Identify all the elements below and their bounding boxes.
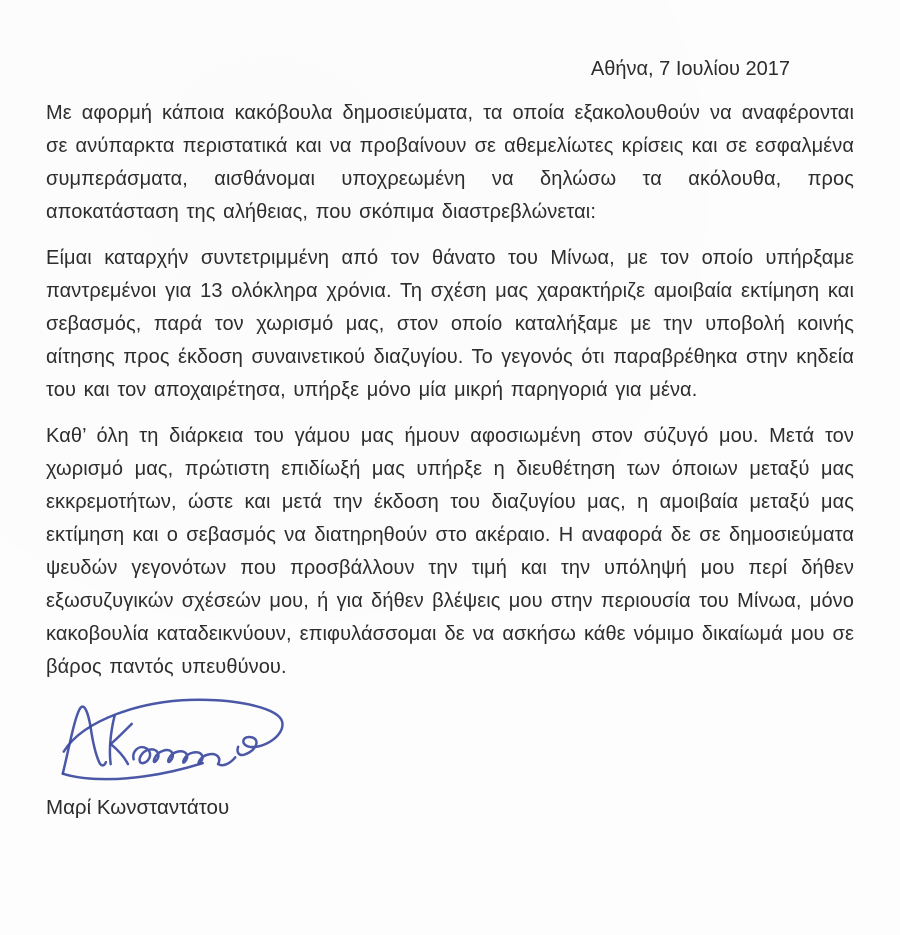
signature-strokes	[63, 700, 283, 779]
signature-block	[46, 697, 854, 789]
signatory-name: Μαρί Κωνσταντάτου	[46, 796, 230, 819]
paragraph-2: Είμαι καταρχήν συντετριμμένη από τον θάνατο του Μίνωα, με τον οποίο υπήρξαμε παντρεμένοι για 13 ολόκληρα χρόνια. Τη σχέση μας χαρακτήριζε αμοιβαία εκτίμηση και σεβασμός, παρά τον χωρισμό μας, στον οποίο καταλήξαμε με την υποβολή κοινής αίτησης προς έκδοση συναινετικού διαζυγίου. Το γεγονός ότι παραβρέθηκα στην κηδεία του και τον αποχαιρέτησα, υπήρξε μόνο μία μικρή παρηγοριά για μένα.	[46, 247, 854, 401]
dateline: Αθήνα, 7 Ιουλίου 2017	[590, 58, 790, 80]
paragraph-3: Καθ’ όλη τη διάρκεια του γάμου μας ήμουν αφοσιωμένη στον σύζυγό μου. Μετά τον χωρισμό μας, πρώτιστη επιδίωξή μας υπήρξε η διευθέτηση των όποιων μεταξύ μας εκκρεμοτήτων, ώστε και μετά την έκδοση του διαζυγίου μας, η αμοιβαία μεταξύ μας εκτίμηση και ο σεβασμός να διατηρηθούν στο ακέραιο. Η αναφορά δε σε δημοσιεύματα ψευδών γεγονότων που προσβάλλουν την τιμή και την υπόληψή μου περί δήθεν εξωσυζυγικών σχέσεών μου, ή για δήθεν βλέψεις μου στην περιουσία του Μίνωα, μόνο κακοβουλία καταδεικνύουν, επιφυλάσσομαι δε να ασκήσω κάθε νόμιμο δικαίωμά μου σε βάρος παντός υπευθύνου.	[46, 425, 854, 678]
paragraph-1: Με αφορμή κάποια κακόβουλα δημοσιεύματα, τα οποία εξακολουθούν να αναφέρονται σε ανύπαρκτα περιστατικά και να προβαίνουν σε αθεμελίωτες κρίσεις και σε εσφαλμένα συμπεράσματα, αισθάνομαι υποχρεωμένη να δηλώσω τα ακόλουθα, προς αποκατάσταση της αλήθειας, που σκόπιμα διαστρεβλώνεται:	[46, 102, 854, 223]
handwritten-signature-icon	[46, 697, 298, 789]
letter-body	[46, 97, 854, 684]
